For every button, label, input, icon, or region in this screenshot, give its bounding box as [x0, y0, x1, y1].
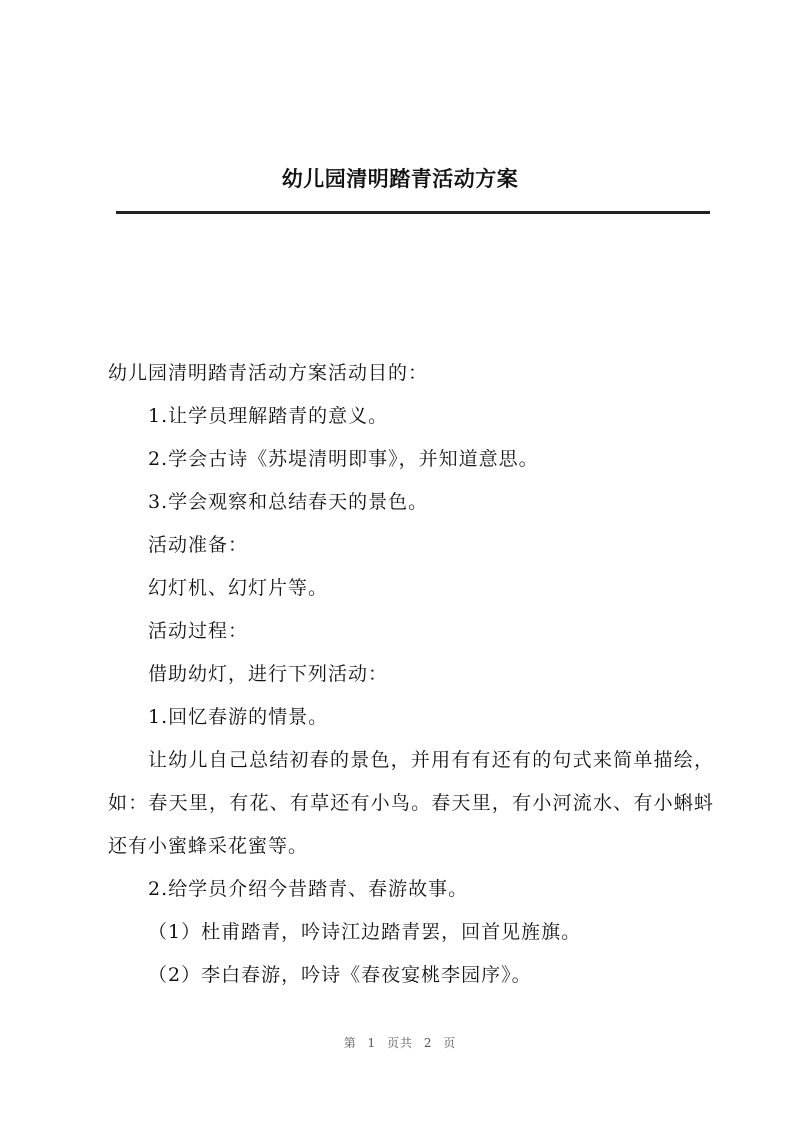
paragraph-step-1-detail: 让幼儿自己总结初春的景色，并用有有还有的句式来简单描绘，如：春天里，有花、有草还有小鸟。春天里，有小河流水、有小蝌蚪还有小蜜蜂采花蜜等。 [108, 749, 714, 857]
document-body [108, 352, 714, 997]
paragraph-process-intro: 借助幼灯，进行下列活动： [148, 663, 389, 685]
paragraph-step-1: 1.回忆春游的情景。 [148, 706, 329, 728]
paragraph-story-1: （1）杜甫踏青，吟诗江边踏青罢，回首见旌旗。 [148, 921, 582, 943]
paragraph-goal-1: 1.让学员理解踏青的意义。 [148, 405, 389, 427]
page-number: 第 1 页共 2 页 [343, 1036, 457, 1050]
paragraph-goal-2: 2.学会古诗《苏堤清明即事》，并知道意思。 [148, 448, 539, 470]
title-divider [116, 211, 710, 214]
paragraph-preparation: 幻灯机、幻灯片等。 [148, 577, 329, 599]
paragraph-step-2: 2.给学员介绍今昔踏青、春游故事。 [148, 878, 469, 900]
paragraph-preparation-heading: 活动准备： [148, 534, 249, 556]
paragraph-process-heading: 活动过程： [148, 620, 249, 642]
paragraph-goal-3: 3.学会观察和总结春天的景色。 [148, 491, 429, 513]
document-title: 幼儿园清明踏青活动方案 [281, 167, 519, 191]
paragraph-intro: 幼儿园清明踏青活动方案活动目的： [108, 362, 429, 384]
paragraph-story-2: （2）李白春游，吟诗《春夜宴桃李园序》。 [148, 964, 532, 986]
